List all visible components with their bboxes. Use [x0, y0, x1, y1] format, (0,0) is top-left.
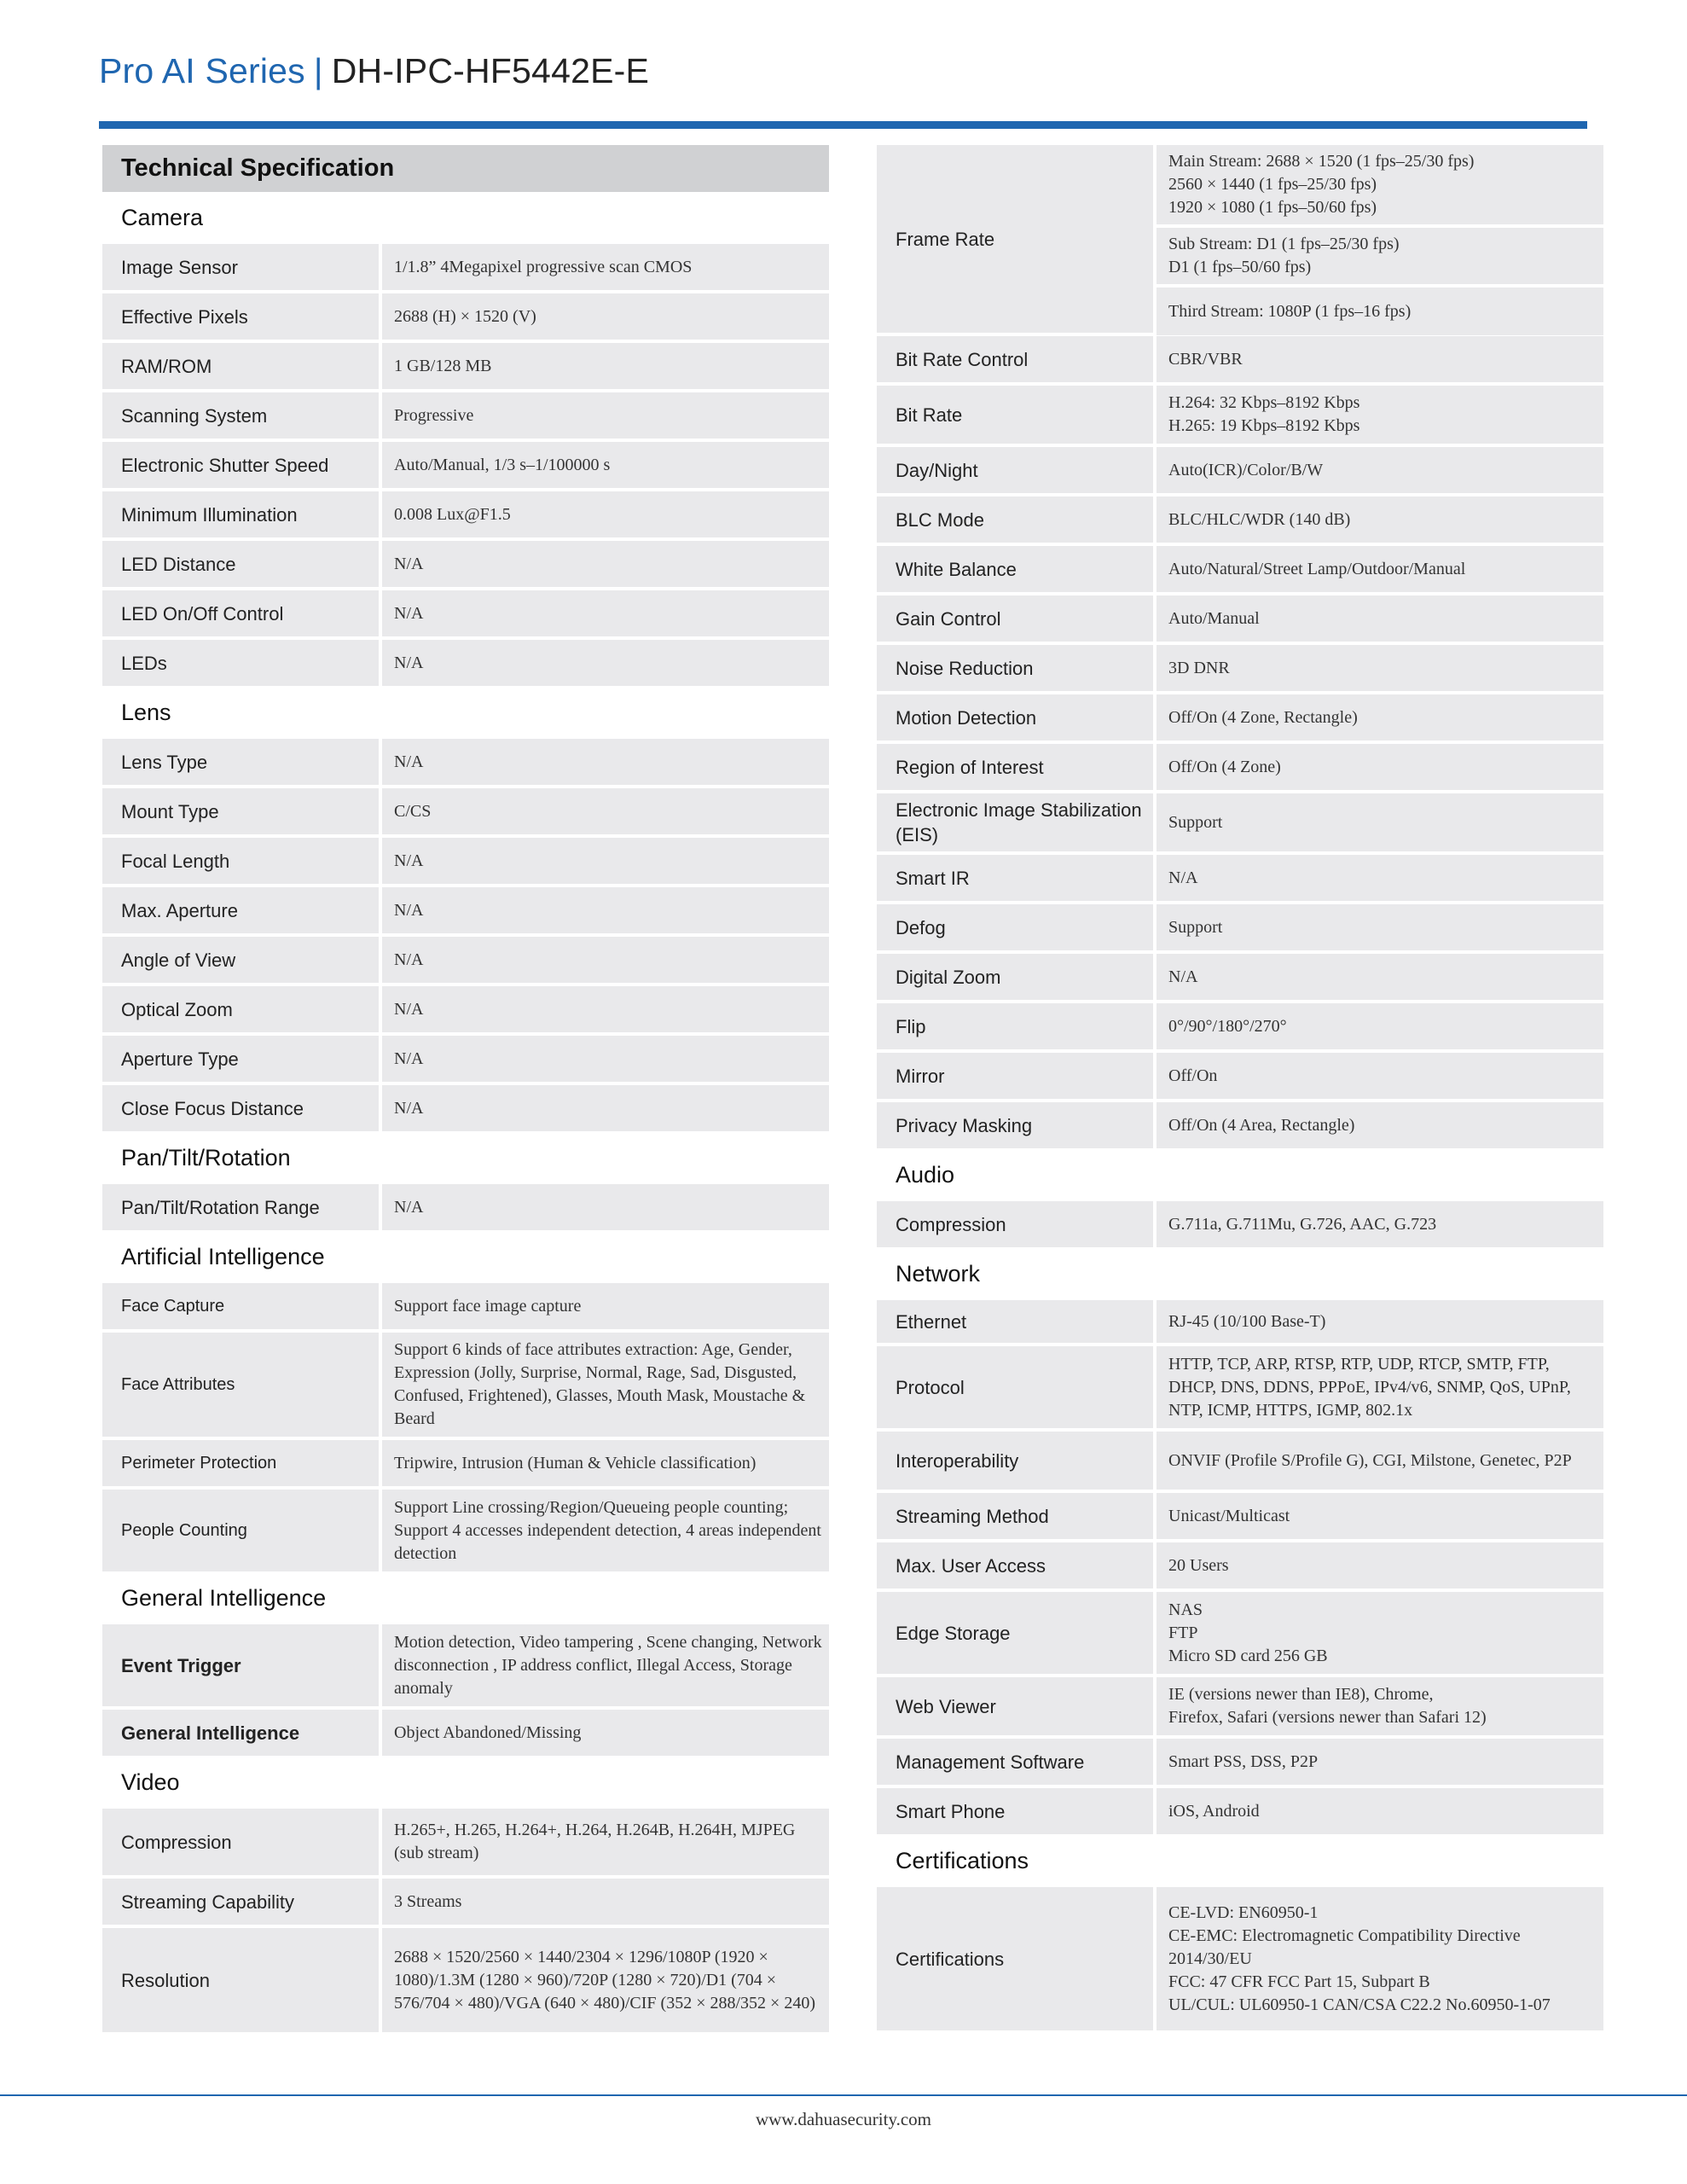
- section-heading-certifications: Certifications: [896, 1848, 1029, 1873]
- spec-values: [382, 739, 829, 785]
- spec-value: Support Line crossing/Region/Queueing people counting; Support 4 accesses independent detection, 4 areas independent detection: [382, 1490, 829, 1571]
- spec-row-management-software: [877, 1739, 1603, 1785]
- spec-label: Mount Type: [102, 788, 379, 834]
- spec-row-motion-detection: [877, 694, 1603, 741]
- spec-label: Event Trigger: [102, 1624, 379, 1706]
- spec-label: Bit Rate Control: [877, 336, 1153, 382]
- spec-values: [1157, 793, 1603, 851]
- spec-row-angle-of-view: [102, 937, 829, 983]
- spec-values: [1157, 1887, 1603, 2030]
- spec-row-mount-type: [102, 788, 829, 834]
- spec-value: Sub Stream: D1 (1 fps–25/30 fps) D1 (1 fps–50/60 fps): [1157, 228, 1603, 284]
- spec-label: General Intelligence: [102, 1710, 379, 1756]
- spec-label: LED On/Off Control: [102, 590, 379, 636]
- spec-row-bit-rate-control: [877, 336, 1603, 382]
- spec-row-led-distance: [102, 541, 829, 587]
- spec-value: 20 Users: [1157, 1542, 1603, 1589]
- spec-label: Aperture Type: [102, 1036, 379, 1082]
- spec-label: Certifications: [877, 1887, 1153, 2030]
- spec-values: [1157, 1592, 1603, 1674]
- spec-values: [1157, 645, 1603, 691]
- spec-value: Smart PSS, DSS, P2P: [1157, 1739, 1603, 1785]
- spec-values: [382, 1184, 829, 1230]
- spec-value: H.265+, H.265, H.264+, H.264, H.264B, H.264H, MJPEG (sub stream): [382, 1809, 829, 1875]
- spec-value: Off/On (4 Zone): [1157, 744, 1603, 790]
- spec-values: [382, 838, 829, 884]
- spec-values: [382, 937, 829, 983]
- spec-row-max-user-access: [877, 1542, 1603, 1589]
- spec-values: [382, 1928, 829, 2032]
- spec-value: CE-LVD: EN60950-1 CE-EMC: Electromagnetic Compatibility Directive 2014/30/EU FCC: 47 CFR FCC Part 15, Subpart B UL/CUL: UL60950-1 CAN/CSA C22.2 No.60950-1-07: [1157, 1887, 1603, 2030]
- spec-value: 1/1.8” 4Megapixel progressive scan CMOS: [382, 244, 829, 290]
- spec-label: Electronic Image Stabilization (EIS): [877, 793, 1153, 851]
- spec-row-defog: [877, 904, 1603, 950]
- spec-label: Compression: [102, 1809, 379, 1875]
- spec-values: [1157, 595, 1603, 642]
- spec-label: Mirror: [877, 1053, 1153, 1099]
- spec-values: [1157, 1432, 1603, 1490]
- spec-row-close-focus-distance: [102, 1085, 829, 1131]
- spec-label: Web Viewer: [877, 1677, 1153, 1735]
- spec-values: [1157, 497, 1603, 543]
- spec-row-flip: [877, 1003, 1603, 1049]
- spec-value: N/A: [1157, 954, 1603, 1000]
- spec-label: Management Software: [877, 1739, 1153, 1785]
- spec-value: N/A: [382, 541, 829, 587]
- spec-value: G.711a, G.711Mu, G.726, AAC, G.723: [1157, 1201, 1603, 1247]
- spec-label: Lens Type: [102, 739, 379, 785]
- spec-label: Gain Control: [877, 595, 1153, 642]
- spec-values: [382, 1490, 829, 1571]
- spec-values: [382, 1879, 829, 1925]
- spec-row-web-viewer: [877, 1677, 1603, 1735]
- spec-value: Auto/Manual, 1/3 s–1/100000 s: [382, 442, 829, 488]
- spec-values: [1157, 1677, 1603, 1735]
- section-heading-audio: Audio: [896, 1162, 955, 1188]
- title-separator: |: [313, 51, 323, 90]
- spec-values: [382, 442, 829, 488]
- spec-label: Smart IR: [877, 855, 1153, 901]
- section-heading-network: Network: [896, 1261, 981, 1287]
- spec-row-gain-control: [877, 595, 1603, 642]
- spec-value: H.264: 32 Kbps–8192 Kbps H.265: 19 Kbps–8192 Kbps: [1157, 386, 1603, 444]
- spec-values: [1157, 1788, 1603, 1834]
- spec-values: [382, 1809, 829, 1875]
- spec-values: [1157, 1300, 1603, 1343]
- spec-values: [1157, 1003, 1603, 1049]
- spec-label: Close Focus Distance: [102, 1085, 379, 1131]
- spec-values: [1157, 904, 1603, 950]
- spec-label: Streaming Method: [877, 1493, 1153, 1539]
- spec-row-privacy-masking: [877, 1102, 1603, 1148]
- section-heading-video: Video: [121, 1769, 180, 1795]
- model-name: DH-IPC-HF5442E-E: [331, 51, 650, 90]
- spec-values: [1157, 744, 1603, 790]
- spec-values: [382, 491, 829, 537]
- spec-label: Defog: [877, 904, 1153, 950]
- spec-row-minimum-illumination: [102, 491, 829, 537]
- section-heading-artificial-intelligence: Artificial Intelligence: [121, 1244, 325, 1269]
- spec-row-leds: [102, 640, 829, 686]
- spec-value: Main Stream: 2688 × 1520 (1 fps–25/30 fps) 2560 × 1440 (1 fps–25/30 fps) 1920 × 1080 (1 fps–50/60 fps): [1157, 145, 1603, 224]
- spec-values: [1157, 855, 1603, 901]
- spec-value: Auto(ICR)/Color/B/W: [1157, 447, 1603, 493]
- spec-value: Third Stream: 1080P (1 fps–16 fps): [1157, 288, 1603, 335]
- spec-value: Motion detection, Video tampering , Scene changing, Network disconnection , IP address conflict, Illegal Access, Storage anomaly: [382, 1624, 829, 1706]
- spec-label: Max. User Access: [877, 1542, 1153, 1589]
- spec-row-protocol: [877, 1346, 1603, 1428]
- spec-value: 2688 (H) × 1520 (V): [382, 293, 829, 340]
- spec-value: N/A: [1157, 855, 1603, 901]
- spec-row-compression: [102, 1809, 829, 1875]
- spec-row-noise-reduction: [877, 645, 1603, 691]
- spec-label: Perimeter Protection: [102, 1440, 379, 1486]
- spec-values: [1157, 1542, 1603, 1589]
- spec-row-perimeter-protection: [102, 1440, 829, 1486]
- spec-values: [1157, 336, 1603, 382]
- spec-label: Interoperability: [877, 1432, 1153, 1490]
- spec-row-image-sensor: [102, 244, 829, 290]
- spec-label: Privacy Masking: [877, 1102, 1153, 1148]
- spec-row-streaming-capability: [102, 1879, 829, 1925]
- spec-row-max-aperture: [102, 887, 829, 933]
- spec-value: iOS, Android: [1157, 1788, 1603, 1834]
- spec-values: [1157, 1739, 1603, 1785]
- spec-label: Max. Aperture: [102, 887, 379, 933]
- spec-label: Effective Pixels: [102, 293, 379, 340]
- spec-label: LEDs: [102, 640, 379, 686]
- spec-values: [382, 1036, 829, 1082]
- spec-value: N/A: [382, 937, 829, 983]
- spec-label: Flip: [877, 1003, 1153, 1049]
- spec-value: N/A: [382, 838, 829, 884]
- spec-label: Protocol: [877, 1346, 1153, 1428]
- spec-label: Angle of View: [102, 937, 379, 983]
- spec-value: IE (versions newer than IE8), Chrome, Firefox, Safari (versions newer than Safari 12): [1157, 1677, 1603, 1735]
- spec-label: Minimum Illumination: [102, 491, 379, 537]
- spec-value: 3D DNR: [1157, 645, 1603, 691]
- spec-values: [382, 1624, 829, 1706]
- spec-value: C/CS: [382, 788, 829, 834]
- spec-row-blc-mode: [877, 497, 1603, 543]
- spec-row-smart-ir: [877, 855, 1603, 901]
- footer-rule: [0, 2094, 1687, 2096]
- spec-label: BLC Mode: [877, 497, 1153, 543]
- spec-value: Tripwire, Intrusion (Human & Vehicle classification): [382, 1440, 829, 1486]
- spec-values: [382, 887, 829, 933]
- spec-values: [382, 640, 829, 686]
- spec-values: [382, 1440, 829, 1486]
- spec-label: Compression: [877, 1201, 1153, 1247]
- spec-row-optical-zoom: [102, 986, 829, 1032]
- spec-label: Day/Night: [877, 447, 1153, 493]
- spec-label: Pan/Tilt/Rotation Range: [102, 1184, 379, 1230]
- spec-table-title: Technical Specification: [102, 145, 829, 192]
- spec-value: N/A: [382, 986, 829, 1032]
- spec-value: NAS FTP Micro SD card 256 GB: [1157, 1592, 1603, 1674]
- spec-label: Image Sensor: [102, 244, 379, 290]
- spec-row-resolution: [102, 1928, 829, 2032]
- spec-label: Frame Rate: [877, 145, 1153, 333]
- spec-label: Focal Length: [102, 838, 379, 884]
- spec-values: [382, 590, 829, 636]
- spec-row-face-capture: [102, 1283, 829, 1329]
- section-heading-lens: Lens: [121, 700, 171, 725]
- spec-label: Scanning System: [102, 392, 379, 439]
- spec-value: Unicast/Multicast: [1157, 1493, 1603, 1539]
- spec-row-mirror: [877, 1053, 1603, 1099]
- spec-row-bit-rate: [877, 386, 1603, 444]
- spec-row-interoperability: [877, 1432, 1603, 1490]
- spec-label: Motion Detection: [877, 694, 1153, 741]
- spec-value: Support: [1157, 793, 1603, 851]
- spec-label: Face Capture: [102, 1283, 379, 1329]
- spec-values: [382, 788, 829, 834]
- spec-value: 0°/90°/180°/270°: [1157, 1003, 1603, 1049]
- spec-row-electronic-image-stabilization-eis: [877, 793, 1603, 851]
- spec-values: [382, 392, 829, 439]
- spec-values: [1157, 694, 1603, 741]
- spec-row-streaming-method: [877, 1493, 1603, 1539]
- spec-values: [1157, 1201, 1603, 1247]
- spec-label: Face Attributes: [102, 1333, 379, 1437]
- spec-row-certifications: [877, 1887, 1603, 2030]
- spec-row-aperture-type: [102, 1036, 829, 1082]
- spec-values: [382, 244, 829, 290]
- spec-values: [1157, 145, 1603, 333]
- spec-row-general-intelligence: [102, 1710, 829, 1756]
- spec-row-electronic-shutter-speed: [102, 442, 829, 488]
- spec-label: Electronic Shutter Speed: [102, 442, 379, 488]
- spec-label: Digital Zoom: [877, 954, 1153, 1000]
- spec-row-effective-pixels: [102, 293, 829, 340]
- spec-values: [382, 986, 829, 1032]
- spec-row-region-of-interest: [877, 744, 1603, 790]
- spec-label: Ethernet: [877, 1300, 1153, 1343]
- spec-value: N/A: [382, 739, 829, 785]
- spec-values: [382, 541, 829, 587]
- spec-values: [382, 1333, 829, 1437]
- spec-values: [382, 1085, 829, 1131]
- spec-values: [382, 1283, 829, 1329]
- series-name: Pro AI Series: [99, 51, 305, 90]
- spec-value: Off/On: [1157, 1053, 1603, 1099]
- spec-label: RAM/ROM: [102, 343, 379, 389]
- spec-values: [1157, 1346, 1603, 1428]
- spec-value: Auto/Natural/Street Lamp/Outdoor/Manual: [1157, 546, 1603, 592]
- spec-values: [1157, 1053, 1603, 1099]
- spec-label: LED Distance: [102, 541, 379, 587]
- spec-column-right: [877, 145, 1603, 2034]
- spec-value: CBR/VBR: [1157, 336, 1603, 382]
- spec-value: N/A: [382, 1085, 829, 1131]
- spec-label: People Counting: [102, 1490, 379, 1571]
- spec-value: N/A: [382, 887, 829, 933]
- spec-value: Off/On (4 Area, Rectangle): [1157, 1102, 1603, 1148]
- spec-value: Progressive: [382, 392, 829, 439]
- spec-value: Auto/Manual: [1157, 595, 1603, 642]
- spec-label: Smart Phone: [877, 1788, 1153, 1834]
- spec-label: Resolution: [102, 1928, 379, 2032]
- spec-row-pan-tilt-rotation-range: [102, 1184, 829, 1230]
- section-heading-camera: Camera: [121, 205, 204, 230]
- spec-row-edge-storage: [877, 1592, 1603, 1674]
- spec-row-frame-rate: [877, 145, 1603, 333]
- spec-label: Streaming Capability: [102, 1879, 379, 1925]
- spec-column-left: [102, 145, 829, 2036]
- spec-row-ram-rom: [102, 343, 829, 389]
- spec-row-lens-type: [102, 739, 829, 785]
- spec-value: N/A: [382, 590, 829, 636]
- spec-value: Object Abandoned/Missing: [382, 1710, 829, 1756]
- spec-row-day-night: [877, 447, 1603, 493]
- spec-label: Optical Zoom: [102, 986, 379, 1032]
- section-heading-general-intelligence: General Intelligence: [121, 1585, 327, 1611]
- header-rule: [99, 121, 1587, 129]
- section-heading-pan-tilt-rotation: Pan/Tilt/Rotation: [121, 1145, 291, 1170]
- spec-row-scanning-system: [102, 392, 829, 439]
- page-title: [99, 51, 649, 91]
- spec-row-digital-zoom: [877, 954, 1603, 1000]
- spec-row-event-trigger: [102, 1624, 829, 1706]
- spec-value: 3 Streams: [382, 1879, 829, 1925]
- spec-row-face-attributes: [102, 1333, 829, 1437]
- spec-value: 0.008 Lux@F1.5: [382, 491, 829, 537]
- spec-values: [382, 343, 829, 389]
- spec-value: 1 GB/128 MB: [382, 343, 829, 389]
- spec-value: N/A: [382, 640, 829, 686]
- spec-values: [1157, 1102, 1603, 1148]
- spec-value: 2688 × 1520/2560 × 1440/2304 × 1296/1080P (1920 × 1080)/1.3M (1280 × 960)/720P (1280 × 720)/D1 (704 × 576/704 × 480)/VGA (640 × 480)/CIF (352 × 288/352 × 240): [382, 1928, 829, 2032]
- spec-value: Support: [1157, 904, 1603, 950]
- spec-row-ethernet: [877, 1300, 1603, 1343]
- spec-value: HTTP, TCP, ARP, RTSP, RTP, UDP, RTCP, SMTP, FTP, DHCP, DNS, DDNS, PPPoE, IPv4/v6, SNMP, QoS, UPnP, NTP, ICMP, HTTPS, IGMP, 802.1x: [1157, 1346, 1603, 1428]
- spec-row-focal-length: [102, 838, 829, 884]
- spec-values: [382, 293, 829, 340]
- spec-value: N/A: [382, 1184, 829, 1230]
- spec-row-white-balance: [877, 546, 1603, 592]
- spec-row-people-counting: [102, 1490, 829, 1571]
- spec-values: [382, 1710, 829, 1756]
- spec-value: RJ-45 (10/100 Base-T): [1157, 1300, 1603, 1343]
- spec-label: Bit Rate: [877, 386, 1153, 444]
- spec-value: ONVIF (Profile S/Profile G), CGI, Milstone, Genetec, P2P: [1157, 1432, 1603, 1490]
- spec-value: N/A: [382, 1036, 829, 1082]
- spec-row-compression: [877, 1201, 1603, 1247]
- spec-value: BLC/HLC/WDR (140 dB): [1157, 497, 1603, 543]
- spec-label: Edge Storage: [877, 1592, 1153, 1674]
- spec-value: Support 6 kinds of face attributes extraction: Age, Gender, Expression (Jolly, Surprise, Normal, Rage, Sad, Disgusted, Confused, Frightened), Glasses, Mouth Mask, Moustache & Beard: [382, 1333, 829, 1437]
- spec-label: Noise Reduction: [877, 645, 1153, 691]
- spec-values: [1157, 386, 1603, 444]
- spec-values: [1157, 954, 1603, 1000]
- spec-value: Off/On (4 Zone, Rectangle): [1157, 694, 1603, 741]
- spec-label: Region of Interest: [877, 744, 1153, 790]
- footer-url[interactable]: www.dahuasecurity.com: [755, 2109, 932, 2129]
- spec-row-led-on-off-control: [102, 590, 829, 636]
- spec-values: [1157, 546, 1603, 592]
- spec-value: Support face image capture: [382, 1283, 829, 1329]
- spec-label: White Balance: [877, 546, 1153, 592]
- spec-values: [1157, 447, 1603, 493]
- spec-values: [1157, 1493, 1603, 1539]
- spec-row-smart-phone: [877, 1788, 1603, 1834]
